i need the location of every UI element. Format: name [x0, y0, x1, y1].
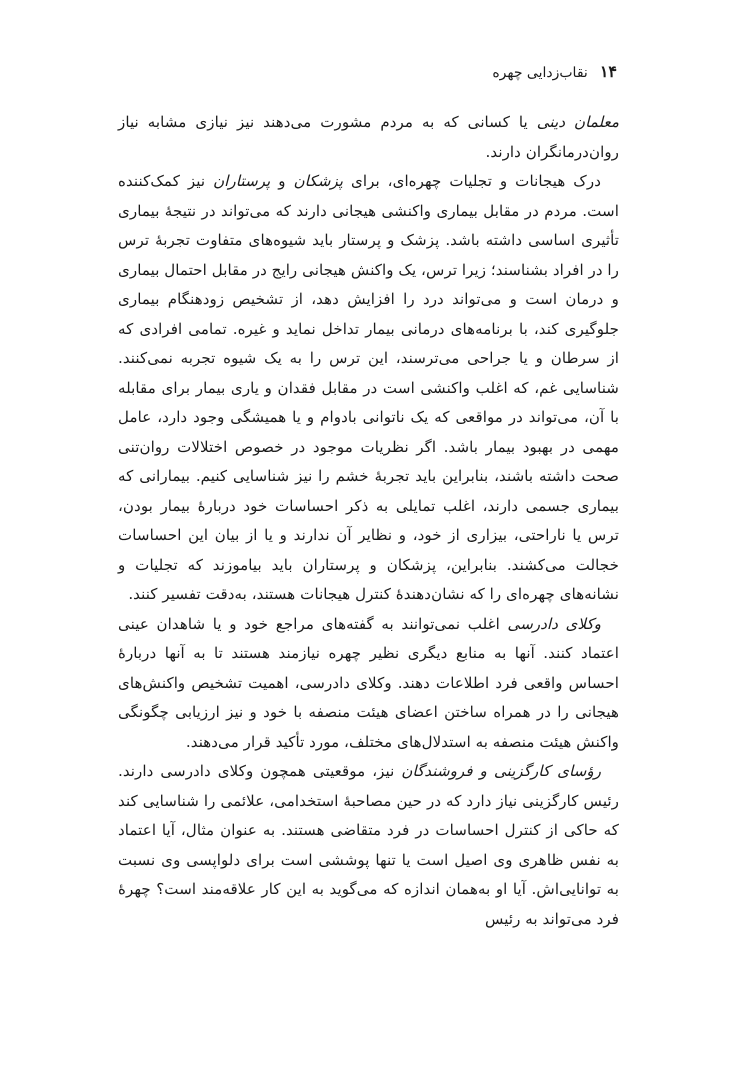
running-header: [120, 62, 617, 86]
paragraph-text-mid: و: [270, 172, 294, 190]
paragraph-text-post: نیز کمک‌کننده است. مردم در مقابل بیماری واکنشی هیجانی دارند که می‌تواند در نتیجهٔ بیماری تأثیری اساسی داشته باشد. پزشک و پرستار باید شیوه‌های متفاوت تجربهٔ ترس را در افراد بشناسند؛ زیرا ترس، یک واکنش هیجانی رایج در مقابل احتمال بیماری و درمان است و می‌تواند درد را افزایش دهد، از تشخیص زودهنگام بیماری جلوگیری کند، با برنامه‌های درمانی بیمار تداخل نماید و غیره. تمامی افرادی که از سرطان و یا جراحی می‌ترسند، این ترس را به یک شیوه تجربه نمی‌کنند. شناسایی غم، که اغلب واکنشی است در مقابل فقدان و یاری بیمار برای مقابله با آن، می‌تواند در مواقعی که یک ناتوانی بادوام و یا همیشگی وجود دارد، عامل مهمی در بهبود بیمار باشد. اگر نظریات موجود در خصوص اختلالات روان‌تنی صحت داشته باشند، بنابراین باید تجربهٔ خشم را نیز شناسایی کنیم. بیمارانی که بیماری جسمی دارند، اغلب تمایلی به ذکر احساسات خود دربارهٔ بیمار بودن، ترس یا ناراحتی، بیزاری از خود، و نظایر آن ندارند و یا از بیان این احساسات خجالت می‌کشند. بنابراین، پزشکان و پرستاران باید بیاموزند که تجلیات و نشانه‌های چهره‌ای را که نشان‌دهندهٔ کنترل هیجانات هستند، به‌دقت تفسیر کنند.: [118, 172, 619, 603]
page-number: ۱۴: [599, 62, 617, 81]
paragraph-religious-teachers: [118, 108, 619, 167]
emphasis-doctors: پزشکان: [293, 172, 344, 190]
emphasis-lawyers: وکلای دادرسی: [507, 614, 602, 633]
paragraph-text: نیز، موقعیتی همچون وکلای دادرسی دارند. رئیس کارگزینی نیاز دارد که در حین مصاحبهٔ استخدامی، علائمی را شناسایی کند که حاکی از کنترل احساسات در فرد متقاضی هستند. به عنوان مثال، آیا اعتماد به نفس ظاهری وی اصیل است یا تنها پوششی است برای دلواپسی وی نسبت به توانایی‌اش. آیا او به‌همان اندازه که می‌گوید به این کار علاقه‌مند است؟ چهرهٔ فرد می‌تواند به رئیس: [118, 762, 619, 928]
paragraph-personnel-managers: [118, 757, 619, 934]
emphasis-nurses: پرستاران: [213, 172, 271, 190]
body-text: [118, 108, 619, 934]
paragraph-text-pre: درک هیجانات و تجلیات چهره‌ای، برای: [343, 172, 601, 190]
book-title: نقاب‌زدایی چهره: [492, 65, 588, 81]
emphasis-personnel-managers: رؤسای کارگزینی و فروشندگان: [401, 762, 601, 780]
paragraph-lawyers: [118, 610, 619, 758]
paragraph-text: اغلب نمی‌توانند به گفته‌های مراجع خود و یا شاهدان عینی اعتماد کنند. آنها به منابع دیگری نظیر چهره نیازمند هستند تا به آنها دربارهٔ احساس واقعی فرد اطلاعات دهند. وکلای دادرسی، اهمیت تشخیص واکنش‌های هیجانی را در همراه ساختن اعضای هیئت منصفه با خود و نیز ارزیابی چگونگی واکنش هیئت منصفه به استدلال‌های مختلف، مورد تأکید قرار می‌دهند.: [118, 614, 619, 751]
emphasis-religious-teachers: معلمان دینی: [536, 113, 619, 131]
paragraph-doctors-nurses: [118, 167, 619, 610]
paragraph-text: یا کسانی که به مردم مشورت می‌دهند نیز نیازی مشابه نیاز روان‌درمانگران دارند.: [118, 113, 619, 161]
